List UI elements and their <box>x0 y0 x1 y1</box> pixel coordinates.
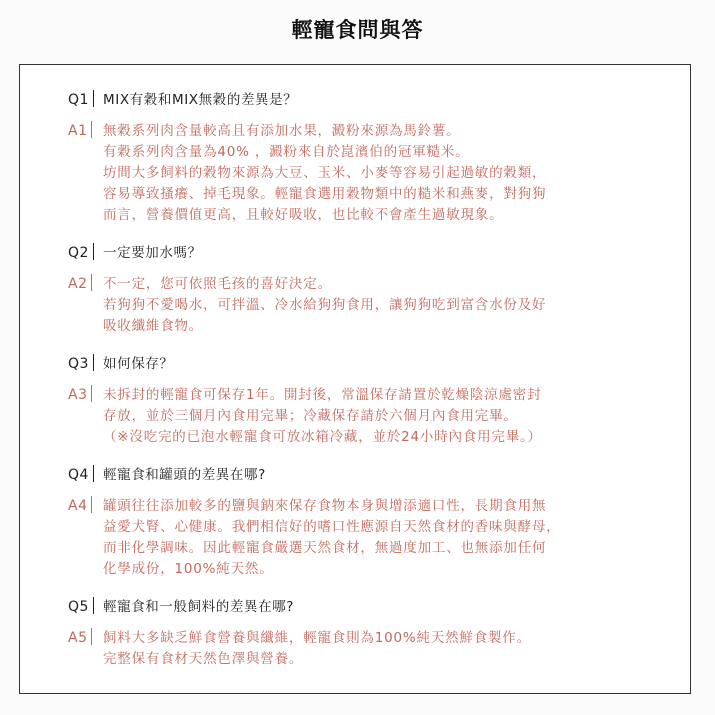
answer-line: 完整保有食材天然色澤與營養。 <box>103 651 304 667</box>
answer-row <box>68 274 643 337</box>
page-title: 輕寵食問與答 <box>291 18 424 42</box>
answer-text <box>103 121 643 226</box>
answer-row <box>68 385 643 448</box>
question-text: 輕寵食和罐頭的差異在哪? <box>103 467 266 483</box>
answer-line: 若狗狗不愛喝水，可拌溫、冷水給狗狗食用，讓狗狗吃到富含水份及好 <box>103 297 547 313</box>
question-text: 一定要加水嗎？ <box>103 245 202 261</box>
question-row <box>68 243 643 264</box>
answer-row <box>68 121 643 226</box>
question-row <box>68 90 643 111</box>
answer-line: 有穀系列肉含量為40% ，澱粉來自於崑濱伯的冠軍糙米。 <box>103 144 470 160</box>
answer-text <box>103 385 643 448</box>
answer-line: 化學成份，100%純天然。 <box>103 561 274 577</box>
divider <box>91 496 92 513</box>
question-text: 如何保存？ <box>103 356 174 372</box>
divider <box>91 628 92 645</box>
answer-line: （※沒吃完的已泡水輕寵食可放冰箱冷藏，並於24小時內食用完畢。） <box>103 429 542 445</box>
answer-tag: A1 <box>68 121 103 142</box>
question-text: MIX有穀和MIX無穀的差異是？ <box>103 92 298 108</box>
answer-line: 罐頭往往添加較多的鹽與鈉來保存食物本身與增添適口性，長期食用無 <box>103 498 547 514</box>
answer-line: 飼料大多缺乏鮮食營養與纖維，輕寵食則為100%純天然鮮食製作。 <box>103 630 531 646</box>
answer-tag: A3 <box>68 385 103 406</box>
question-text: 輕寵食和一般飼料的差異在哪? <box>103 599 295 615</box>
answer-text <box>103 496 643 580</box>
question-row <box>68 597 643 618</box>
answer-row <box>68 496 643 580</box>
question-tag: Q5 <box>68 597 103 618</box>
divider <box>93 354 94 371</box>
divider <box>91 385 92 402</box>
answer-tag: A4 <box>68 496 103 517</box>
question-tag: Q4 <box>68 465 103 486</box>
answer-line: 容易導致搔癢、掉毛現象。輕寵食選用穀物類中的糙米和燕麥，對狗狗 <box>103 186 547 202</box>
answer-line: 存放，並於三個月內食用完畢；冷藏保存請於六個月內食用完畢。 <box>103 408 518 424</box>
answer-line: 而非化學調味。因此輕寵食嚴選天然食材，無過度加工、也無添加任何 <box>103 540 547 556</box>
answer-line: 不一定，您可依照毛孩的喜好決定。 <box>103 276 332 292</box>
question-row <box>68 465 643 486</box>
faq-item-3 <box>68 354 643 448</box>
answer-tag: A5 <box>68 628 103 649</box>
divider <box>91 274 92 291</box>
faq-list <box>68 90 643 687</box>
answer-line: 而言，營養價值更高，且較好吸收，也比較不會產生過敏現象。 <box>103 207 504 223</box>
divider <box>91 121 92 138</box>
question-tag: Q2 <box>68 243 103 264</box>
divider <box>93 597 94 614</box>
faq-item-4 <box>68 465 643 580</box>
faq-item-1 <box>68 90 643 226</box>
question-tag: Q3 <box>68 354 103 375</box>
answer-tag: A2 <box>68 274 103 295</box>
divider <box>93 90 94 107</box>
faq-item-2 <box>68 243 643 337</box>
divider <box>93 465 94 482</box>
faq-item-5 <box>68 597 643 670</box>
question-row <box>68 354 643 375</box>
answer-line: 未拆封的輕寵食可保存1年。開封後，常溫保存請置於乾燥陰涼處密封 <box>103 387 542 403</box>
answer-line: 吸收纖維食物。 <box>103 318 204 334</box>
answer-row <box>68 628 643 670</box>
answer-line: 益愛犬腎、心健康。我們相信好的嗜口性應源自天然食材的香味與酵母， <box>103 519 561 535</box>
answer-line: 無穀系列肉含量較高且有添加水果，澱粉來源為馬鈴薯。 <box>103 123 461 139</box>
answer-text <box>103 628 643 670</box>
answer-line: 坊間大多飼料的穀物來源為大豆、玉米、小麥等容易引起過敏的穀類， <box>103 165 547 181</box>
question-tag: Q1 <box>68 90 103 111</box>
divider <box>93 243 94 260</box>
answer-text <box>103 274 643 337</box>
